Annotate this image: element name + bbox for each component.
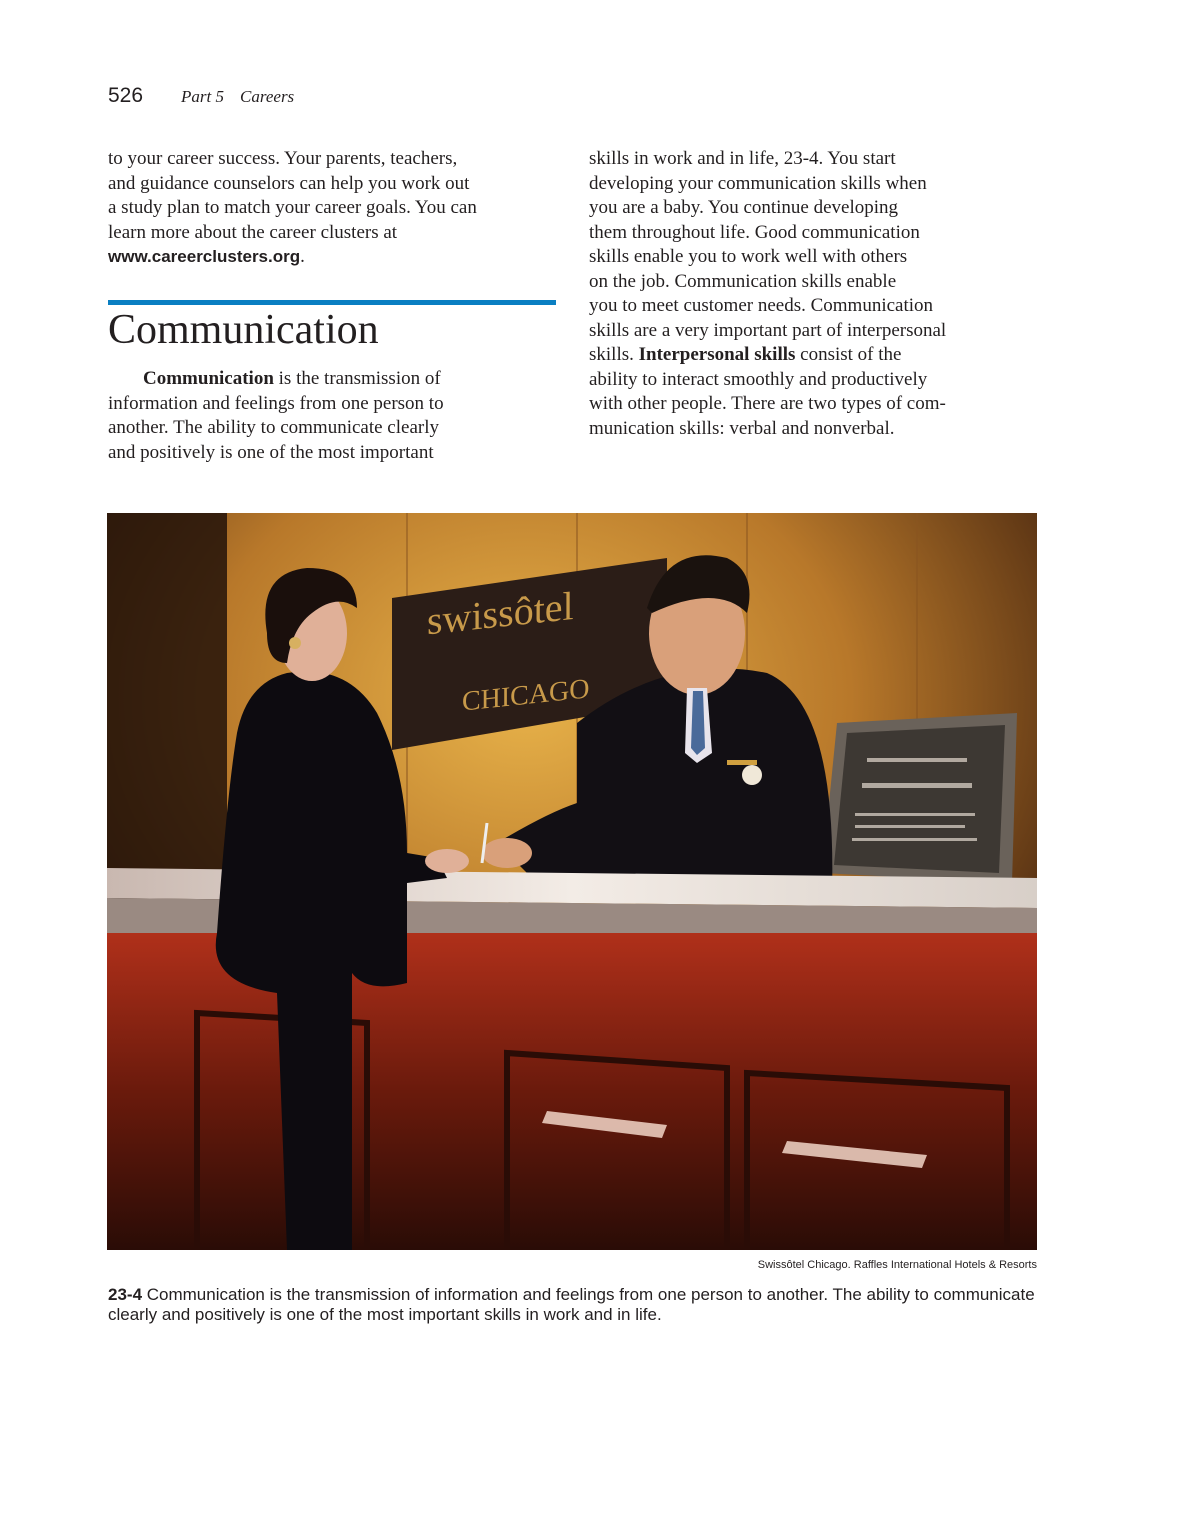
figure-caption — [108, 1285, 1038, 1325]
text-line: a study plan to match your career goals. You can — [108, 197, 477, 218]
communication-paragraph — [108, 367, 558, 465]
text-line: ability to interact smoothly and productively — [589, 368, 928, 390]
text-line: them throughout life. Good communication — [589, 221, 920, 243]
text-line: to your career success. Your parents, teachers, — [108, 148, 458, 169]
figure-label: 23-4 — [108, 1285, 143, 1304]
left-column-continued-text — [108, 147, 558, 270]
text-line: and positively is one of the most important — [108, 441, 434, 463]
photo-illustration — [107, 513, 1037, 1250]
desk-plaque — [822, 713, 1017, 883]
text-line: with other people. There are two types of com- — [589, 393, 946, 414]
text-line: skills are a very important part of interpersonal — [589, 319, 947, 341]
text-line: on the job. Communication skills enable — [589, 270, 897, 292]
text-line: and guidance counselors can help you work out — [108, 172, 470, 194]
photo-credit: Swissôtel Chicago. Raffles International Hotels & Resorts — [757, 1259, 1037, 1271]
section-heading: Communication — [108, 307, 379, 353]
text-line: munication skills: verbal and nonverbal. — [589, 417, 895, 439]
text-line: information and feelings from one person to — [108, 392, 444, 414]
text-line: you to meet customer needs. Communication — [589, 295, 934, 316]
url-line: www.careerclusters.org. — [108, 246, 305, 267]
part-label: Part 5 — [181, 87, 225, 106]
page-number: 526 — [108, 84, 144, 107]
sign-text-brand: swissôtel — [427, 583, 574, 644]
term-communication: Communication — [143, 368, 274, 389]
text-line: you are a baby. You continue developing — [589, 197, 899, 218]
caption-text: Communication is the transmission of information and feelings from one person to another. The ability to communicate clearly and positively is one of the most important skills in work and in life. — [108, 1285, 1035, 1324]
term-interpersonal-skills: Interpersonal skills — [638, 344, 796, 365]
career-clusters-link[interactable]: www.careerclusters.org — [108, 247, 301, 266]
text-line: skills enable you to work well with others — [589, 246, 908, 267]
text-line: Communication is the transmission of — [143, 368, 441, 389]
running-header — [108, 84, 294, 108]
hotel-front-desk-photo — [107, 513, 1037, 1250]
text-line: skills. Interpersonal skills consist of the — [589, 344, 902, 365]
text-line: another. The ability to communicate clearly — [108, 417, 439, 438]
chapter-label: Careers — [240, 87, 295, 106]
sign-text-city: CHICAGO — [462, 673, 590, 718]
right-column-text — [589, 147, 1041, 441]
text-line: learn more about the career clusters at — [108, 221, 398, 243]
text-line: skills in work and in life, 23-4. You start — [589, 148, 896, 169]
text-line: developing your communication skills when — [589, 172, 927, 194]
